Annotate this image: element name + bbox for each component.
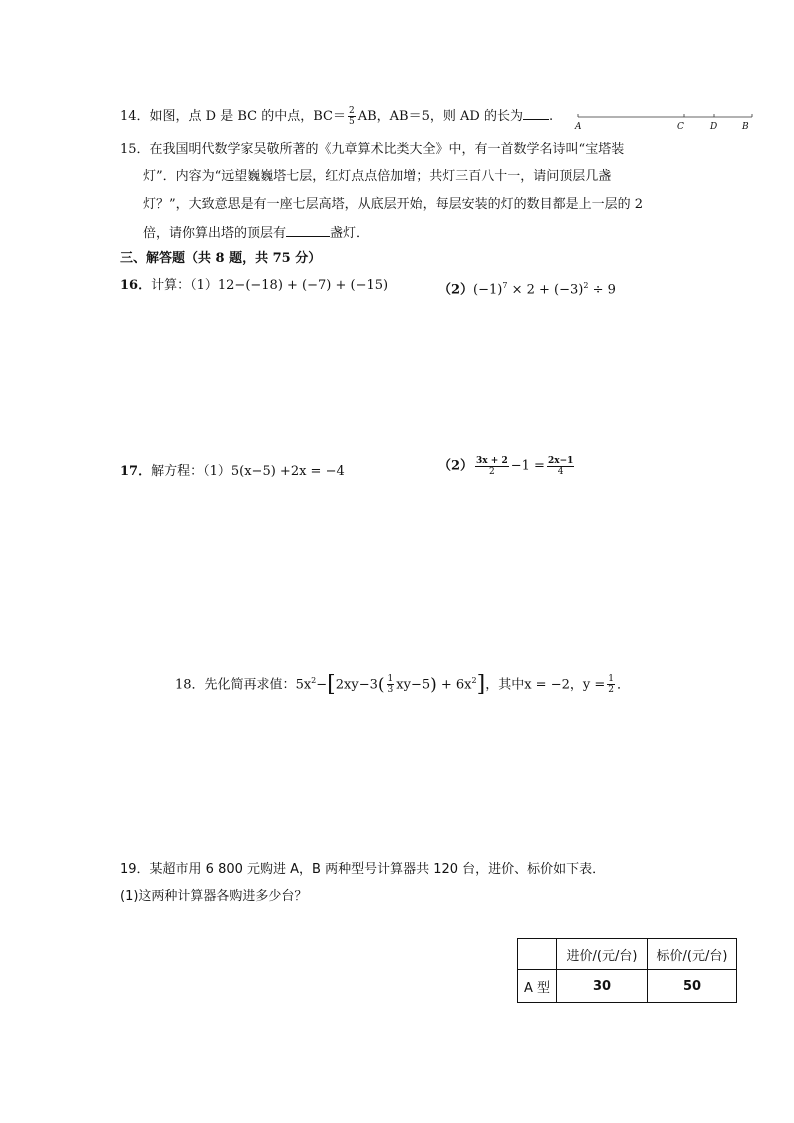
question-18: 18．先化简再求值：$5x^2-[2xy-3$( $\frac{1}{3}$ $xy-5) + 6x^2$]，其中x = −2，y = $\frac{1}{2}$ ．	[175, 671, 630, 697]
question-17-part-1: 17．解方程：（1）5(x−5) +2x = −4	[120, 464, 345, 479]
question-text: 如图，点 D 是 BC 的中点，BC＝	[149, 109, 346, 124]
question-14: 14．如图，点 D 是 BC 的中点，BC＝ $\frac{2}{5}$ AB，AB＝5，则 AD 的长为 .	[120, 106, 554, 127]
segment-diagram	[574, 110, 756, 136]
question-17-part-2: （2） $\frac{3x + 2}{2}$ −1 = $\frac{2x-1}{4}$	[438, 456, 574, 477]
answer-blank	[286, 224, 330, 237]
question-text: AB，AB＝5，则 AD 的长为	[357, 109, 523, 124]
table-header-row	[518, 939, 737, 970]
table-header-cell	[518, 939, 557, 970]
fraction: $\frac{3x + 2}{2}$	[476, 456, 508, 477]
question-number: 15．	[120, 142, 150, 157]
question-number: 18．	[175, 677, 205, 693]
fraction: $\frac{1}{3}$	[387, 674, 394, 696]
point-label-c: C	[677, 122, 684, 132]
question-number: 14．	[120, 109, 150, 124]
question-19-part-1: (1)这两种计算器各购进多少台？	[120, 889, 308, 904]
point-label-d: D	[710, 122, 718, 132]
question-19: 19．某超市用 6 800 元购进 A，B 两种型号计算器共 120 台，进价、标价如下表．	[120, 862, 606, 877]
question-15-line-4: 倍，请你算出塔的顶层有 盏灯．	[143, 226, 370, 241]
question-15-line-2: 灯”．内容为“远望巍巍塔七层，红灯点点倍加增；共灯三百八十一，请问顶层几盏	[143, 169, 612, 184]
table-header-cell: 标价/(元/台)	[648, 939, 737, 970]
segment-figure	[574, 110, 756, 136]
table-header-cell: 进价/(元/台)	[557, 939, 648, 970]
fraction: $\frac{2x-1}{4}$	[547, 456, 574, 477]
fraction: $\frac{1}{2}$	[608, 674, 614, 696]
section-heading: 三、解答题（共 8 题，共 75 分）	[120, 251, 322, 266]
question-16-part-1: 16．计算：（1）12−(−18) + (−7) + (−15)	[120, 278, 389, 293]
table-cell: 30	[557, 970, 648, 1003]
table-cell: 50	[648, 970, 737, 1003]
point-label-a: A	[575, 122, 582, 132]
point-label-b: B	[742, 122, 749, 132]
price-table	[517, 938, 737, 1003]
table-row	[518, 970, 737, 1003]
answer-blank	[523, 107, 549, 120]
question-15-line-3: 灯？”，大致意思是有一座七层高塔，从底层开始，每层安装的灯的数目都是上一层的 2	[143, 197, 644, 212]
table-cell: A 型	[518, 970, 557, 1003]
fraction: $\frac{2}{5}$	[348, 106, 355, 127]
question-16-part-2: $(2)(-1)^7 \times 2 + (-3)^2 \div 9$	[438, 281, 616, 298]
question-number: 17．	[120, 464, 152, 479]
question-number: 16．	[120, 278, 152, 293]
question-15-line-1: 15．在我国明代数学家吴敬所著的《九章算术比类大全》中，有一首数学名诗叫“宝塔装	[120, 142, 625, 157]
